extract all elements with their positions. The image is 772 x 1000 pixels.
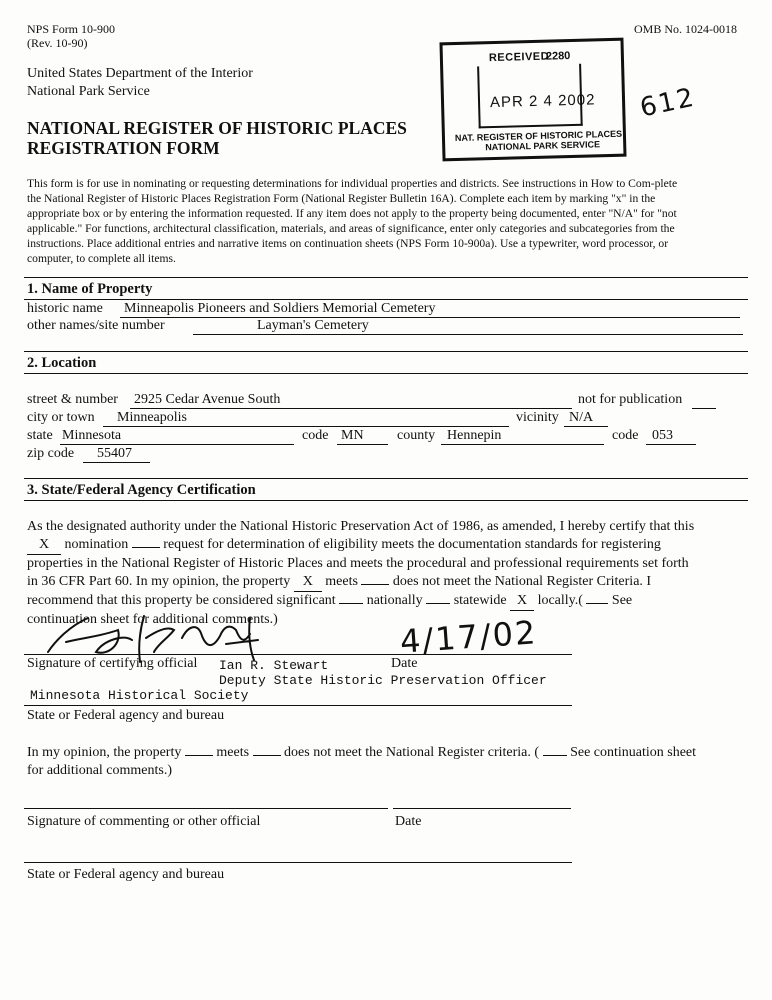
state-underline (60, 444, 294, 445)
significance-text: recommend that this property be considered significant (27, 593, 336, 608)
agency-label-2: State or Federal agency and bureau (27, 867, 225, 882)
received-stamp (439, 38, 626, 162)
not-for-publication-label: not for publication (578, 392, 683, 407)
street-value[interactable]: 2925 Cedar Avenue South (134, 392, 281, 407)
county-code-value[interactable]: 053 (652, 428, 673, 443)
opinion2-see-label: See continuation sheet (570, 745, 697, 760)
state-code-value[interactable]: MN (341, 428, 364, 443)
street-label: street & number (27, 392, 118, 407)
section2-title: 2. Location (27, 355, 97, 371)
stamp-line1: NAT. REGISTER OF HISTORIC PLACES (454, 128, 623, 144)
instructions-line: computer, to complete all items. (27, 252, 176, 265)
divider (24, 373, 748, 374)
county-value[interactable]: Hennepin (447, 428, 502, 443)
zip-underline (83, 462, 150, 463)
statewide-checkbox[interactable] (426, 603, 450, 604)
opinion2-continuation-checkbox[interactable] (543, 755, 567, 756)
instructions-line: the National Register of Historic Places Registration Form (National Register Bulletin 16A). Complete each item by marking "x" in the (27, 192, 656, 205)
stamp-number: 2280 (545, 50, 571, 63)
city-value[interactable]: Minneapolis (117, 410, 187, 425)
stamp-line2: NATIONAL PARK SERVICE (485, 139, 601, 153)
instructions-line: appropriate box or by entering the information requested. If any item does not apply to the property being documented, enter "N/A" for "not (27, 207, 677, 220)
commenting-paragraph (27, 744, 755, 780)
department-name: United States Department of the Interior (27, 66, 253, 81)
county-code-underline (646, 444, 696, 445)
historic-name-value[interactable]: Minneapolis Pioneers and Soldiers Memorial Cemetery (124, 301, 436, 316)
street-underline (130, 408, 572, 409)
state-label: state (27, 428, 53, 443)
certification-line: As the designated authority under the National Historic Preservation Act of 1986, as amended, I hereby certify that this (27, 519, 695, 534)
stamp-received-label: RECEIVED (488, 50, 550, 65)
agency-line-2 (24, 862, 572, 863)
state-code-label: code (302, 428, 329, 443)
section3-title: 3. State/Federal Agency Certification (27, 482, 256, 498)
form-revision: (Rev. 10-90) (27, 36, 88, 50)
omb-number: OMB No. 1024-0018 (634, 22, 738, 36)
stamp-date: APR 2 4 2002 (489, 91, 596, 112)
certification-line (27, 573, 755, 592)
commenting-line (27, 744, 755, 762)
opinion-text: in 36 CFR Part 60. In my opinion, the property (27, 574, 291, 589)
handwritten-reference-number: 612 (637, 82, 699, 124)
nomination-checkbox[interactable]: X (27, 536, 61, 555)
instructions-line: instructions. Place additional entries and narrative items on continuation sheets (NPS Form 10-900a). Use a typewriter, word processor, or (27, 237, 669, 250)
statewide-label: statewide (453, 593, 507, 608)
see-label: See (611, 593, 633, 608)
opinion2-text: In my opinion, the property (27, 745, 182, 760)
zip-label: zip code (27, 446, 75, 461)
county-underline (441, 444, 604, 445)
certifying-signature-label: Signature of certifying official (27, 656, 198, 671)
zip-value[interactable]: 55407 (97, 446, 132, 461)
opinion2-does-not-meet-checkbox[interactable] (253, 755, 281, 756)
divider (24, 478, 748, 479)
signature-date-label: Date (391, 656, 418, 671)
nationally-label: nationally (366, 593, 423, 608)
eligibility-request-label: request for determination of eligibility meets the documentation standards for registering (163, 537, 661, 552)
commenting-line: for additional comments.) (27, 763, 173, 778)
section1-title: 1. Name of Property (27, 281, 153, 297)
official-name: Ian R. Stewart (219, 658, 329, 673)
commenting-date-line (393, 808, 571, 809)
opinion2-meets-checkbox[interactable] (185, 755, 213, 756)
does-not-meet-checkbox[interactable] (361, 584, 389, 585)
not-for-publication-blank[interactable] (692, 408, 716, 409)
form-number: NPS Form 10-900 (27, 22, 116, 36)
certification-line: properties in the National Register of Historic Places and meets the procedural and professional requirements set forth (27, 556, 689, 571)
does-not-meet-label: does not meet the National Register Criteria. I (392, 574, 652, 589)
vicinity-label: vicinity (516, 410, 559, 425)
county-code-label: code (612, 428, 639, 443)
divider (24, 299, 748, 300)
certification-line: continuation sheet for additional comments.) (27, 612, 278, 627)
eligibility-request-checkbox[interactable] (132, 547, 160, 548)
historic-name-underline (120, 317, 740, 318)
handwritten-signature-date: 4/17/02 (398, 613, 539, 661)
other-names-value[interactable]: Layman's Cemetery (257, 318, 369, 333)
vicinity-value[interactable]: N/A (569, 410, 594, 425)
city-label: city or town (27, 410, 95, 425)
commenting-signature-line (24, 808, 388, 809)
official-title: Deputy State Historic Preservation Officer (219, 673, 547, 688)
agency-name: Minnesota Historical Society (30, 688, 249, 703)
divider (24, 500, 748, 501)
county-label: county (397, 428, 436, 443)
other-names-underline (193, 334, 743, 335)
historic-name-label: historic name (27, 301, 103, 316)
instructions-paragraph (27, 176, 757, 266)
divider (24, 277, 748, 278)
continuation-sheet-checkbox[interactable] (586, 603, 608, 604)
vicinity-underline (564, 426, 608, 427)
opinion2-does-not-meet-label: does not meet the National Register criteria. ( (284, 745, 540, 760)
instructions-line: This form is for use in nominating or requesting determinations for individual properties and districts. See instructions in How to Com-plete (27, 177, 678, 190)
meets-label: meets (325, 574, 358, 589)
commenting-signature-label: Signature of commenting or other official (27, 814, 261, 829)
agency-label: State or Federal agency and bureau (27, 708, 225, 723)
agency-line (24, 705, 572, 706)
state-code-underline (337, 444, 388, 445)
locally-checkbox[interactable]: X (510, 592, 534, 611)
nationally-checkbox[interactable] (339, 603, 363, 604)
divider (24, 351, 748, 352)
service-name: National Park Service (27, 84, 150, 99)
opinion2-meets-label: meets (216, 745, 250, 760)
instructions-line: applicable." For functions, architectural classification, materials, and areas of significance, enter only categories and subcategories from the (27, 222, 675, 235)
locally-label: locally.( (537, 593, 583, 608)
city-underline (103, 426, 509, 427)
commenting-date-label: Date (395, 814, 422, 829)
state-value[interactable]: Minnesota (62, 428, 122, 443)
meets-criteria-checkbox[interactable]: X (294, 573, 322, 592)
form-title-line2: REGISTRATION FORM (27, 138, 220, 158)
other-names-label: other names/site number (27, 318, 165, 333)
certification-line (27, 536, 755, 555)
form-title-line1: NATIONAL REGISTER OF HISTORIC PLACES (27, 118, 407, 138)
nomination-label: nomination (64, 537, 129, 552)
